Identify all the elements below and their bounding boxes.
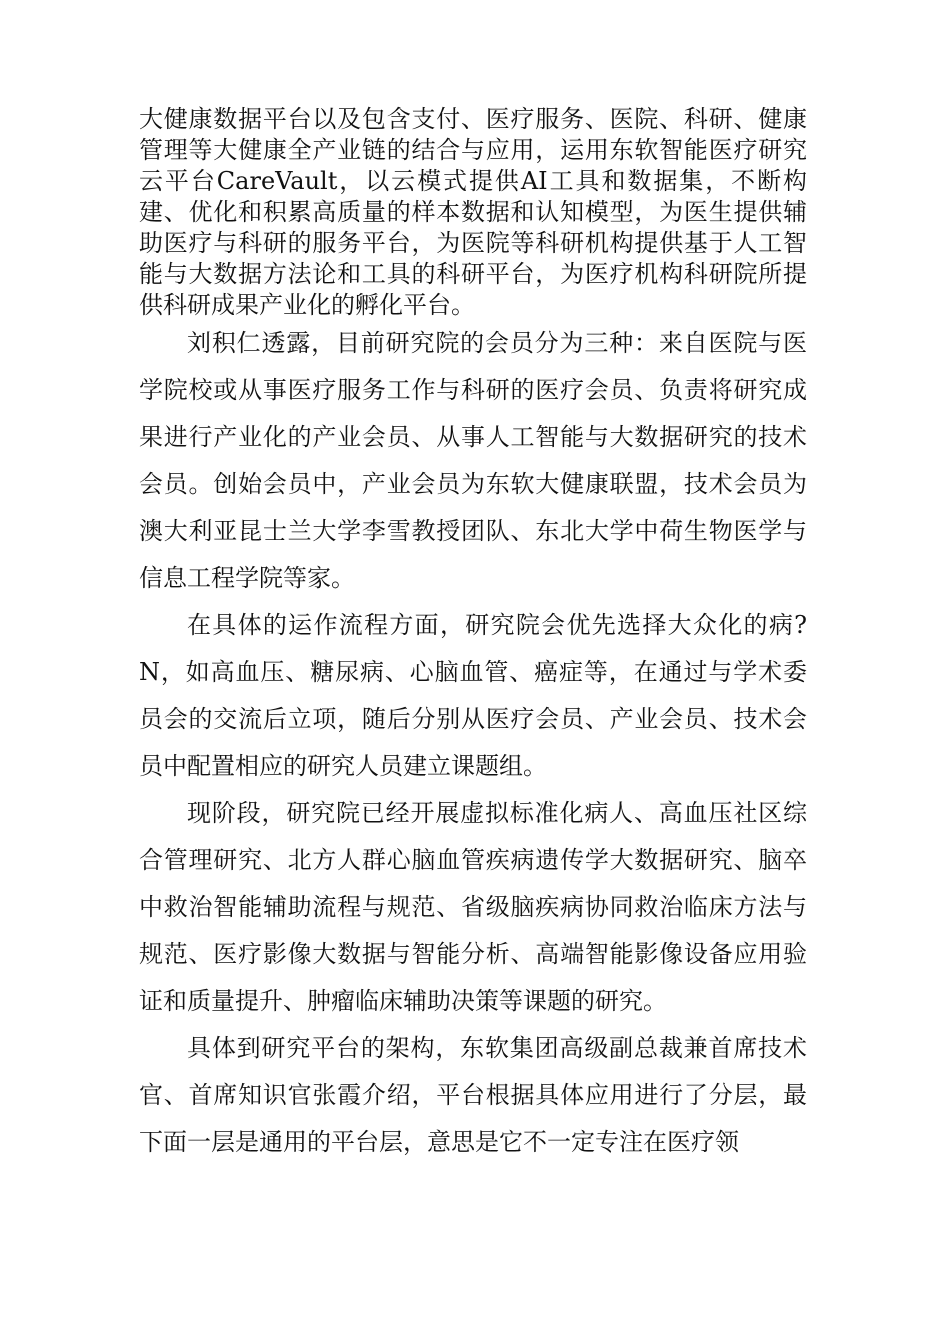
intro-paragraph: 大健康数据平台以及包含支付、医疗服务、医院、科研、健康管理等大健康全产业链的结合与应用，运用东软智能医疗研究云平台CareVault，以云模式提供AI工具和数据集，不断构建、优化和积累高质量的样本数据和认知模型，为医生提供辅助医疗与科研的服务平台，为医院等科研机构提供基于人工智能与大数据方法论和工具的科研平台，为医疗机构科研院所提供科研成果产业化的孵化平台。: [139, 105, 807, 319]
body-paragraphs: [139, 320, 807, 1166]
paragraph-current-research: 现阶段，研究院已经开展虚拟标准化病人、高血压社区综合管理研究、北方人群心脑血管疾病遗传学大数据研究、脑卒中救治智能辅助流程与规范、省级脑疾病协同救治临床方法与规范、医疗影像大数据与智能分析、高端智能影像设备应用验证和质量提升、肿瘤临床辅助决策等课题的研究。: [139, 799, 807, 1015]
paragraph-platform-architecture: 具体到研究平台的架构，东软集团高级副总裁兼首席技术官、首席知识官张霞介绍，平台根据具体应用进行了分层，最下面一层是通用的平台层，意思是它不一定专注在医疗领: [139, 1034, 807, 1156]
paragraph-workflow: 在具体的运作流程方面，研究院会优先选择大众化的病?N，如高血压、糖尿病、心脑血管、癌症等，在通过与学术委员会的交流后立项，随后分别从医疗会员、产业会员、技术会员中配置相应的研究人员建立课题组。: [139, 611, 807, 780]
paragraph-members: 刘积仁透露，目前研究院的会员分为三种：来自医院与医学院校或从事医疗服务工作与科研的医疗会员、负责将研究成果进行产业化的产业会员、从事人工智能与大数据研究的技术会员。创始会员中，产业会员为东软大健康联盟，技术会员为澳大利亚昆士兰大学李雪教授团队、东北大学中荷生物医学与信息工程学院等家。: [139, 329, 807, 592]
